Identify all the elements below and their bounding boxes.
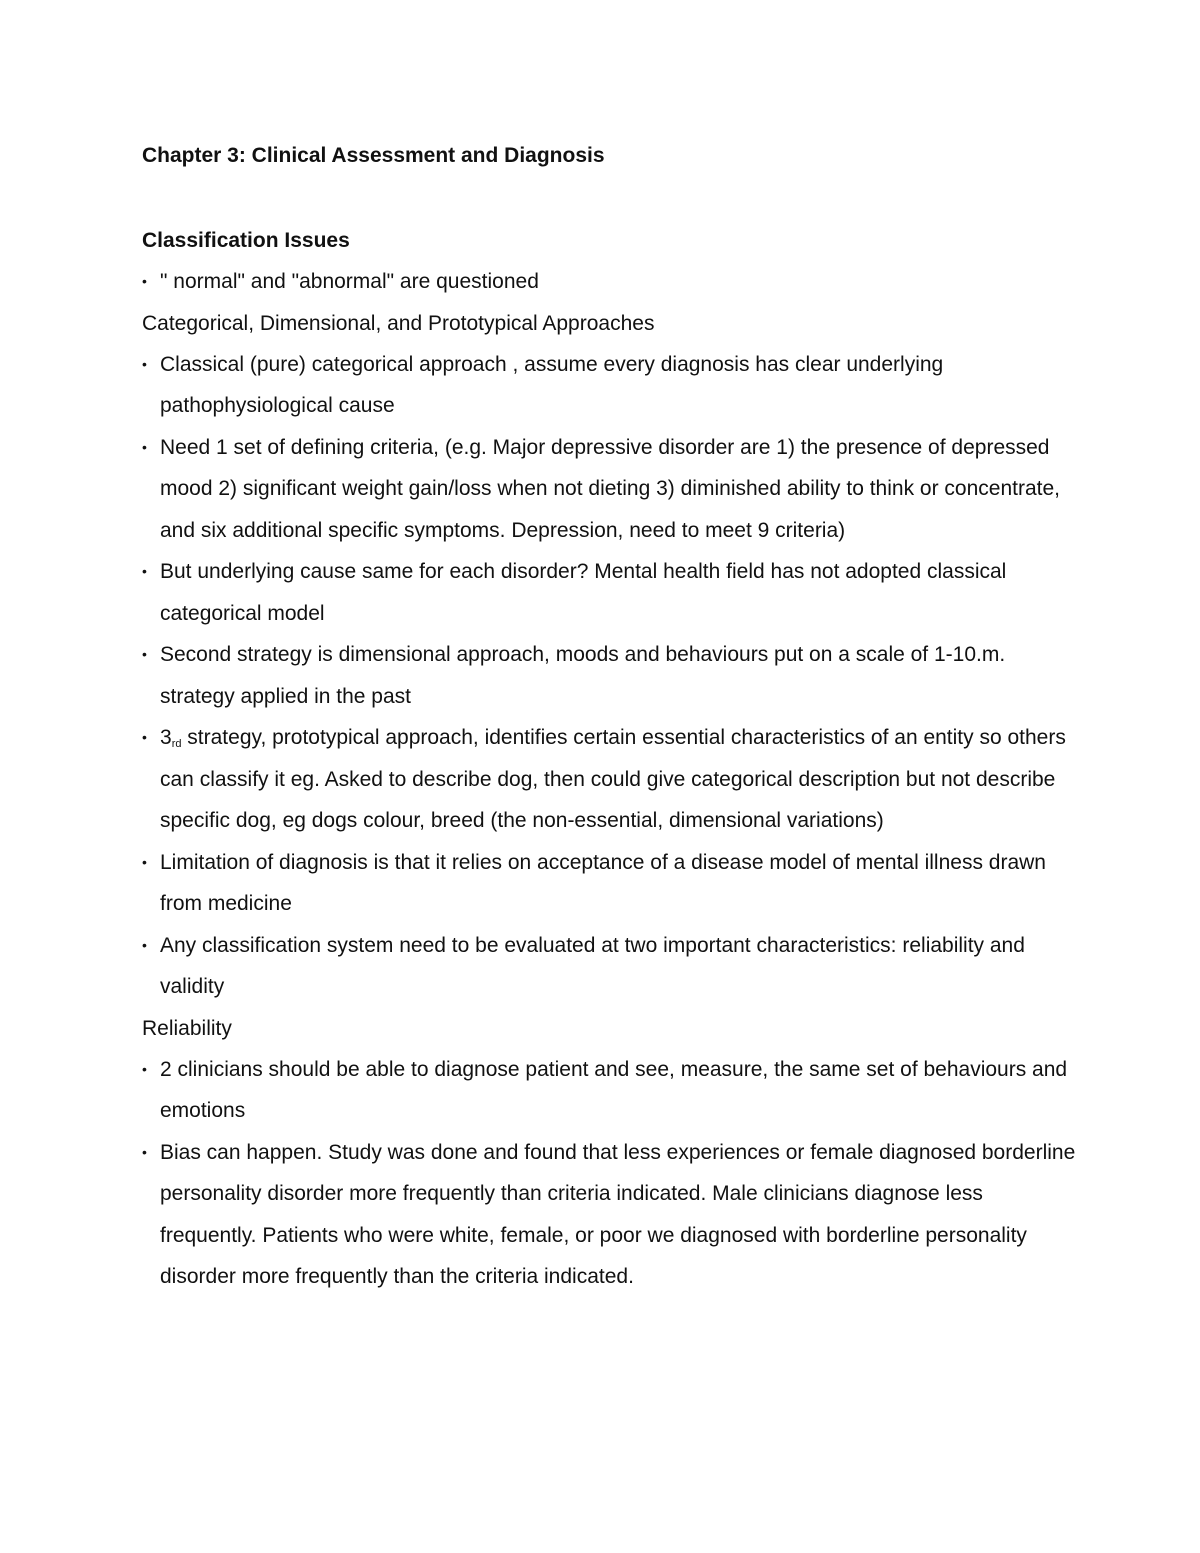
list-item-text: Need 1 set of defining criteria, (e.g. Major depressive disorder are 1) the presence of depressed mood 2) significant weight gain/loss when not dieting 3) diminished ability to think or concentrate, and six additional specific symptoms. Depression, need to meet 9 criteria) (160, 435, 1060, 542)
bullet-icon: • (142, 273, 147, 289)
bullet-icon: • (142, 1060, 147, 1077)
bullet-icon: • (142, 729, 147, 745)
bullet-list-reliability (142, 1049, 1082, 1298)
list-item-number: 3 (160, 726, 172, 749)
section-heading-classification-issues: Classification Issues (142, 229, 350, 252)
list-item-text: Second strategy is dimensional approach, moods and behaviours put on a scale of 1-10.m. strategy applied in the past (160, 643, 1006, 708)
bullet-icon: • (142, 646, 147, 662)
list-item (142, 1049, 1082, 1132)
list-item (142, 551, 1082, 634)
list-item-text: Bias can happen. Study was done and found that less experiences or female diagnosed borderline personality disorder more frequently than criteria indicated. Male clinicians diagnose less frequently. Patients who were white, female, or poor we diagnosed with borderline personality disorder more frequently than the criteria indicated. (160, 1140, 1076, 1288)
section-heading-approaches: Categorical, Dimensional, and Prototypical Approaches (142, 311, 655, 335)
ordinal-suffix: rd (171, 738, 182, 750)
bullet-icon: • (142, 355, 147, 372)
bullet-icon: • (142, 438, 147, 455)
list-item-text: But underlying cause same for each disorder? Mental health field has not adopted classical categorical model (160, 560, 1007, 625)
list-item-text: Any classification system need to be evaluated at two important characteristics: reliability and validity (160, 933, 1025, 998)
list-item (142, 634, 1082, 717)
list-item (142, 261, 1082, 303)
bullet-icon: • (142, 853, 147, 870)
bullet-list-classification-issues (142, 261, 1082, 303)
list-item-text: Classical (pure) categorical approach , assume every diagnosis has clear underlying pathophysiological cause (160, 352, 944, 417)
section-heading-reliability: Reliability (142, 1016, 232, 1040)
bullet-list-approaches (142, 344, 1082, 1008)
bullet-icon: • (142, 936, 147, 953)
list-item (142, 427, 1082, 552)
bullet-icon: • (142, 563, 147, 579)
list-item (142, 717, 1082, 842)
list-item (142, 925, 1082, 1008)
list-item-text: " normal" and "abnormal" are questioned (160, 270, 539, 293)
page-title: Chapter 3: Clinical Assessment and Diagnosis (142, 144, 605, 167)
list-item (142, 344, 1082, 427)
list-item-text: strategy, prototypical approach, identifies certain essential characteristics of an entity so others can classify it eg. Asked to describe dog, then could give categorical description but not describe specific dog, eg dogs colour, breed (the non-essential, dimensional variations) (160, 726, 1066, 832)
list-item-text: Limitation of diagnosis is that it relies on acceptance of a disease model of mental illness drawn from medicine (160, 850, 1046, 915)
list-item-text: 2 clinicians should be able to diagnose patient and see, measure, the same set of behaviours and emotions (160, 1057, 1068, 1122)
list-item (142, 842, 1082, 925)
document-content (142, 138, 1082, 1298)
bullet-icon: • (142, 1143, 147, 1160)
list-item (142, 1132, 1082, 1298)
